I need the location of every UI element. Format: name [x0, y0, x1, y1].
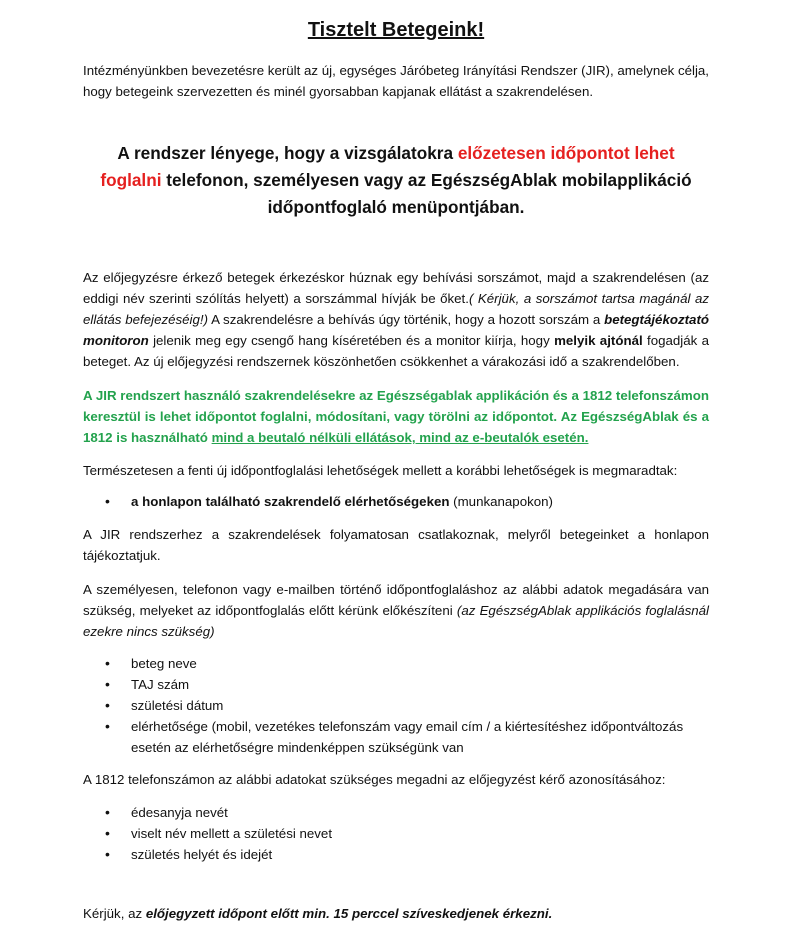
- arrival-request-paragraph: [83, 903, 709, 924]
- queue-info-paragraph: [83, 267, 709, 372]
- intro-paragraph: Intézményünkben bevezetésre került az új, egységes Járóbeteg Irányítási Rendszer (JIR), amelynek célja, hogy betegeink szervezetten és minél gyorsabban kapjanak ellátást a szakrendelésen.: [83, 63, 710, 99]
- lead-text-middle: telefonon, személyesen vagy az EgészségAblak mobilapplikáció időpontfoglaló menüpontjában: [161, 170, 692, 217]
- list-item: • elérhetősége (mobil, vezetékes telefonszám vagy email cím / a kiértesítéshez időpontváltozás esetén az elérhetőségre mindenképpen szükségünk van: [131, 716, 709, 758]
- arrival-emphasis: előjegyzett időpont előtt min. 15 perccel szíveskedjenek érkezni.: [145, 906, 553, 921]
- list-item: • születés helyét és idejét: [131, 844, 709, 865]
- jir-booking-paragraph: [83, 385, 709, 448]
- required-data-italic-note: (az EgészségAblak applikációs foglalásnál ezekre nincs szükség): [83, 603, 709, 639]
- list-item: • édesanyja nevét: [131, 802, 709, 823]
- workdays-note: (munkanapokon): [449, 494, 553, 509]
- website-contacts-emphasis: a honlapon található szakrendelő elérhetőségeken: [131, 494, 450, 509]
- jir-join-paragraph: A JIR rendszerhez a szakrendelések folyamatosan csatlakoznak, melyről betegeinket a honlapon tájékoztatjuk.: [83, 527, 709, 563]
- list-item: • viselt név mellett a születési nevet: [131, 823, 709, 844]
- lead-text-start: A rendszer lényege, hogy a vizsgálatokra: [117, 143, 458, 163]
- list-item: • beteg neve: [131, 653, 709, 674]
- lead-statement: [83, 140, 709, 221]
- queue-text-3: jelenik meg egy csengő hang kíséretében és a monitor kiírja, hogy: [148, 333, 555, 348]
- phone-identification-paragraph: A 1812 telefonszámon az alábbi adatokat szükséges megadni az előjegyzést kérő azonosításához:: [83, 772, 666, 787]
- arrival-text: Kérjük, az: [83, 906, 146, 921]
- list-item: • születési dátum: [131, 695, 709, 716]
- jir-booking-text: A JIR rendszert használó szakrendelésekre az Egészségablak applikáción és a 1812 telefonszámon keresztül is lehet időpontot foglalni, módosítani, vagy törölni az időpontot. Az EgészségAblak és a 1812 is használható: [83, 388, 709, 445]
- monitor-emphasis: betegtájékoztató monitoron: [83, 312, 709, 348]
- other-options-paragraph: Természetesen a fenti új időpontfoglalási lehetőségek mellett a korábbi lehetőségek is megmaradtak:: [83, 463, 678, 478]
- queue-text-2: A szakrendelésre a behívás úgy történik, hogy a hozott sorszám a: [208, 312, 605, 327]
- door-emphasis: melyik ajtónál: [554, 333, 643, 348]
- list-item: [131, 491, 709, 512]
- queue-italic-note: ( Kérjük, a sorszámot tartsa magánál az ellátás befejezéséig!): [83, 291, 709, 327]
- required-data-paragraph: [83, 579, 709, 642]
- lead-highlight: előzetesen időpontot lehet foglalni: [100, 143, 675, 190]
- required-data-text: A személyesen, telefonon vagy e-mailben történő időpontfoglaláshoz az alábbi adatok megadására van szükség, melyeket az időpontfoglalás előtt kérünk előkészíteni: [83, 582, 709, 618]
- queue-text-1: Az előjegyzésre érkező betegek érkezéskor húznak egy behívási sorszámot, majd a szakrendelésen (az eddigi név szerinti szólítás helyett) a sorszámmal hívják be őket.: [83, 270, 709, 306]
- page-title: Tisztelt Betegeink!: [307, 19, 485, 41]
- required-data-list: [83, 653, 709, 758]
- jir-booking-underlined: mind a beutaló nélküli ellátások, mind az e-beutalók esetén.: [211, 430, 589, 445]
- options-list: [83, 491, 709, 512]
- list-item: • TAJ szám: [131, 674, 709, 695]
- queue-text-4: fogadják a beteget. Az új előjegyzési rendszernek köszönhetően csökkenhet a várakozási idő a szakrendelőben.: [83, 333, 710, 369]
- phone-data-list: [83, 802, 709, 865]
- lead-text-end: .: [519, 197, 525, 217]
